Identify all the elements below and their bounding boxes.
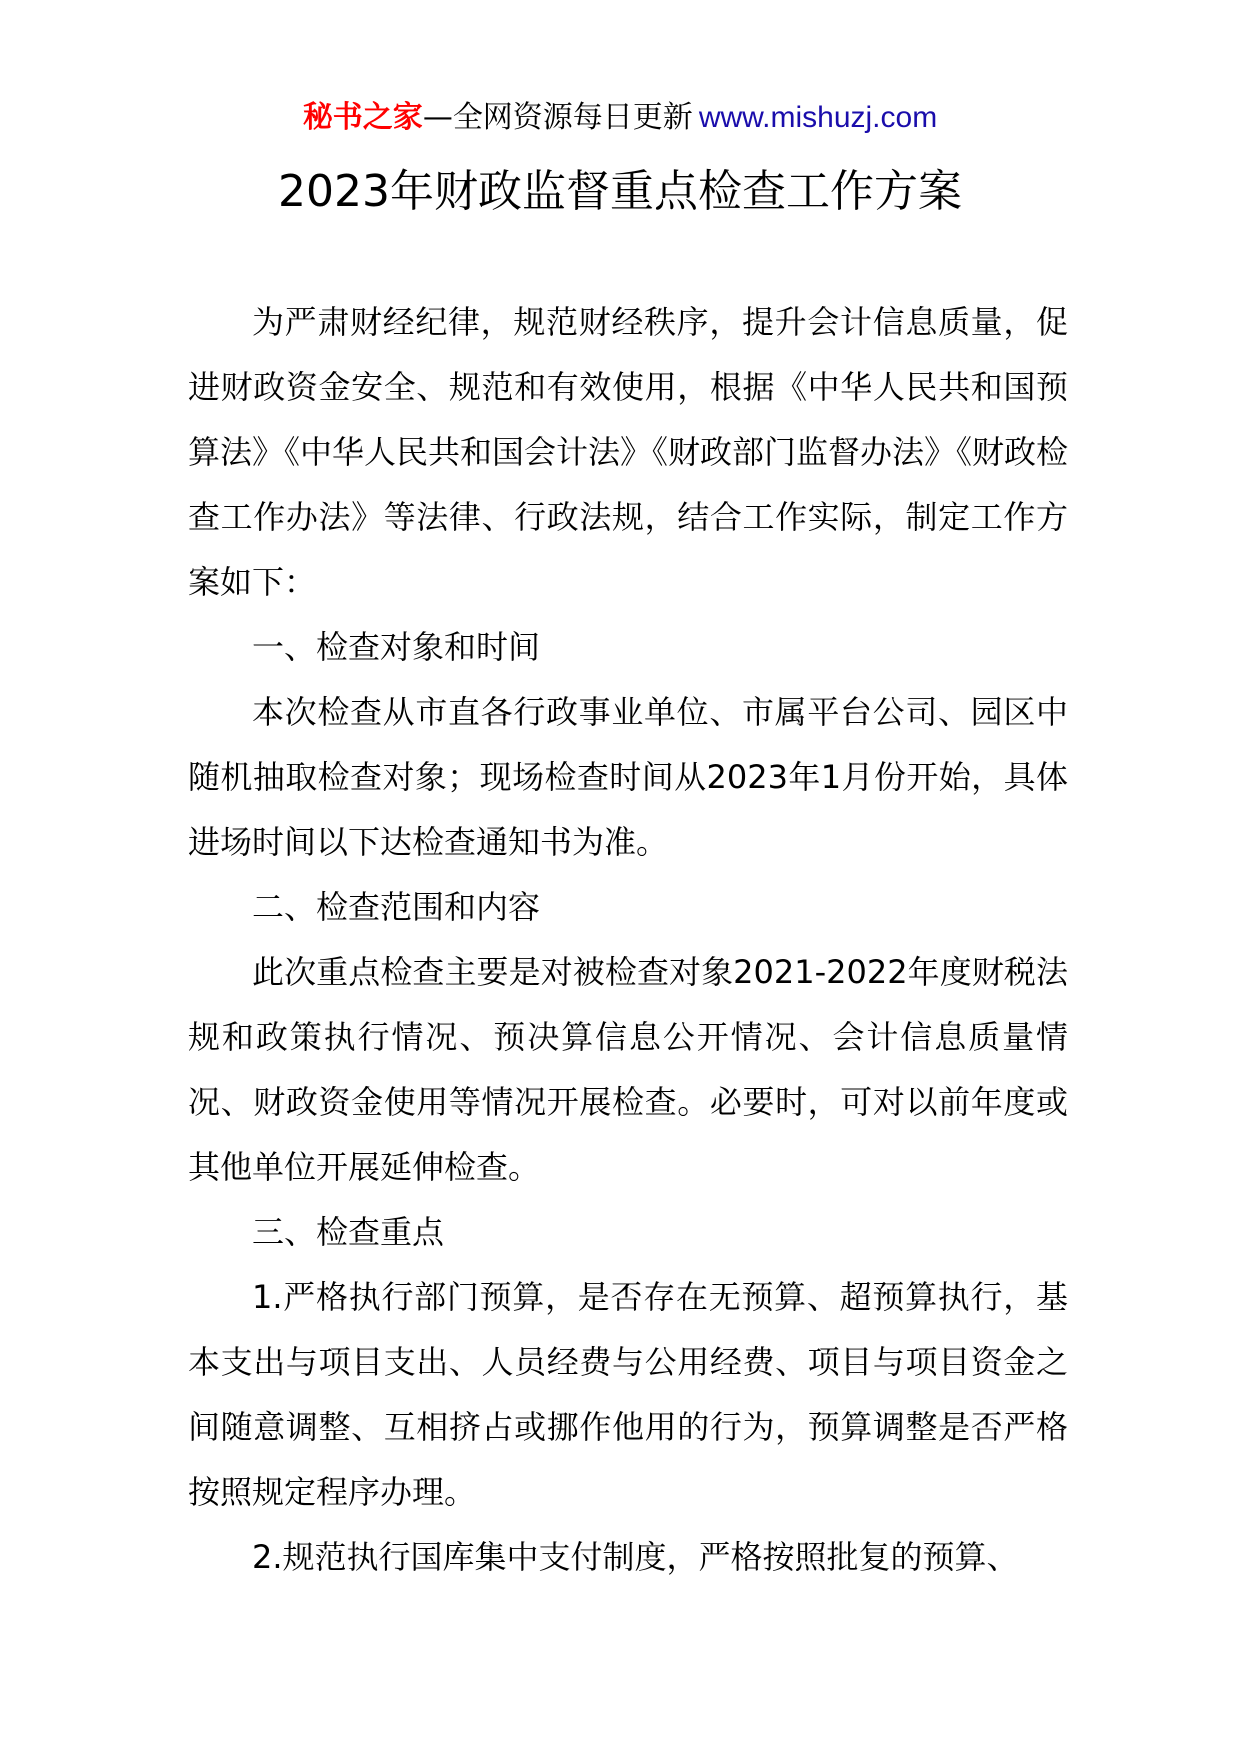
paragraph-point-2: 2.规范执行国库集中支付制度，严格按照批复的预算、 — [252, 1538, 1019, 1576]
paragraph-point-1: 1.严格执行部门预算，是否存在无预算、超预算执行，基本支出与项目支出、人员经费与公用经费、项目与项目资金之间随意调整、互相挤占或挪作他用的行为，预算调整是否严格按照规定程序办理。 — [188, 1278, 1068, 1511]
site-link[interactable]: www.mishuzj.com — [698, 101, 938, 134]
document-title: 2023年财政监督重点检查工作方案 — [278, 166, 962, 217]
brand-name: 秘书之家 — [302, 100, 423, 135]
paragraph-scope-content: 此次重点检查主要是对被检查对象2021-2022年度财税法规和政策执行情况、预决算信息公开情况、会计信息质量情况、财政资金使用等情况开展检查。必要时，可对以前年度或其他单位开展延伸检查。 — [188, 953, 1068, 1186]
header-tagline: —全网资源每日更新 — [422, 100, 693, 135]
section-heading-1: 一、检查对象和时间 — [252, 628, 541, 666]
site-header — [0, 98, 1240, 138]
paragraph-intro: 为严肃财经纪律，规范财经秩序，提升会计信息质量，促进财政资金安全、规范和有效使用，根据《中华人民共和国预算法》《中华人民共和国会计法》《财政部门监督办法》《财政检查工作办法》等法律、行政法规，结合工作实际，制定工作方案如下： — [188, 303, 1069, 601]
document-body — [188, 290, 1068, 1590]
paragraph-scope-objects: 本次检查从市直各行政事业单位、市属平台公司、园区中随机抽取检查对象；现场检查时间从2023年1月份开始，具体进场时间以下达检查通知书为准。 — [188, 693, 1068, 861]
section-heading-2: 二、检查范围和内容 — [252, 888, 541, 926]
section-heading-3: 三、检查重点 — [252, 1213, 445, 1251]
